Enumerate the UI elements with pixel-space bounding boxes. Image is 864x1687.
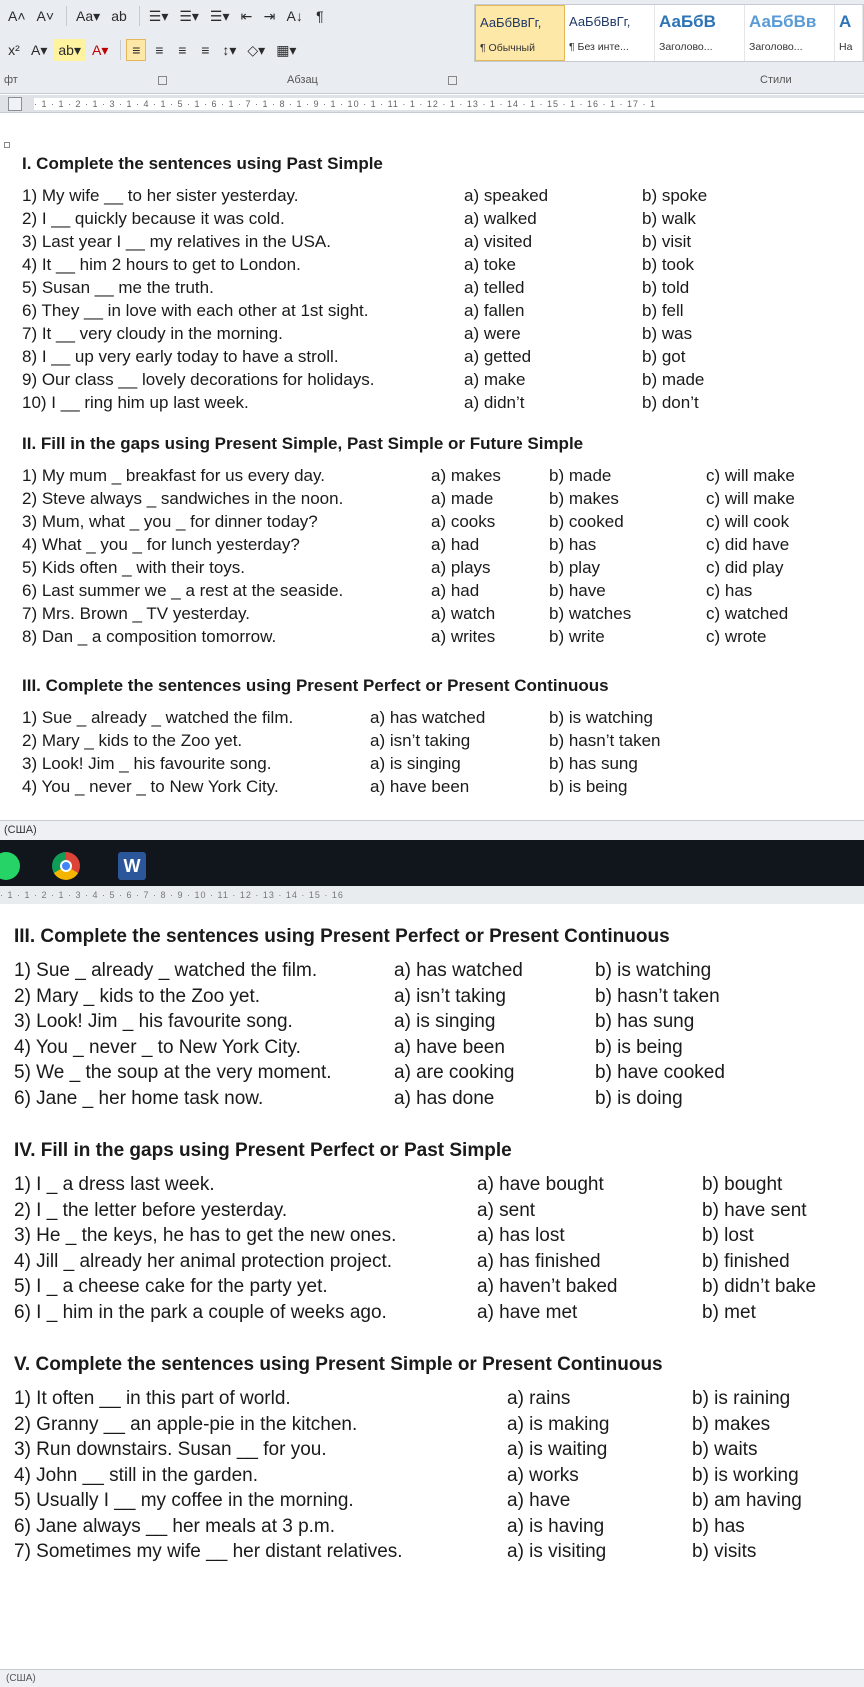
option-a: a) isn’t taking — [394, 985, 506, 1007]
option-b: b) has sung — [549, 754, 638, 773]
status-bar-bottom — [0, 1669, 864, 1687]
multilevel-list-button[interactable]: ☰▾ — [209, 7, 230, 24]
style-title[interactable] — [835, 5, 863, 61]
option-b: b) was — [642, 324, 693, 343]
question-row — [22, 777, 864, 800]
option-b: b) is watching — [595, 960, 712, 981]
option-a: a) made — [431, 489, 494, 508]
option-b: b) bought — [702, 1174, 783, 1195]
ribbon-group-labels — [0, 70, 864, 92]
question-text: 2) I _ the letter before yesterday. — [14, 1199, 288, 1221]
option-b: b) is doing — [595, 1087, 683, 1109]
style-name: Заголово... — [749, 41, 803, 53]
question-text: 1) My wife __ to her sister yesterday. — [22, 186, 299, 205]
option-a: a) has watched — [370, 708, 486, 727]
superscript-button[interactable]: x² — [8, 42, 20, 58]
question-text: 7) Mrs. Brown _ TV yesterday. — [22, 604, 250, 623]
question-row — [22, 255, 864, 278]
exercise-rows — [14, 1388, 864, 1567]
option-b: b) watches — [549, 604, 632, 623]
option-b: b) have — [549, 581, 606, 600]
exercise-rows — [14, 960, 864, 1113]
question-text: 6) Jane always __ her meals at 3 p.m. — [14, 1515, 336, 1537]
option-a: a) didn’t — [464, 393, 525, 412]
ruler-scale: · 1 · 1 · 2 · 1 · 3 · 1 · 4 · 1 · 5 · 1 · 6 · 1 · 7 · 1 · 8 · 1 · 9 · 1 · 10 · 1 · 11 · 1 · 12 · 1 · 13 · 1 · 14 · 1 · 15 · 1 · 16 · 1 · 17 · 1 — [34, 98, 864, 110]
option-b: b) told — [642, 278, 690, 297]
exercise-rows — [14, 1174, 864, 1327]
question-text: 8) I __ up very early today to have a stroll. — [22, 347, 339, 366]
question-row — [22, 347, 864, 370]
borders-button[interactable]: ▦▾ — [276, 41, 297, 58]
option-c: c) wrote — [706, 627, 767, 646]
question-row — [14, 986, 864, 1012]
language-indicator[interactable]: (США) — [4, 824, 37, 836]
style-heading-1[interactable] — [655, 5, 745, 61]
option-a: a) sent — [477, 1199, 536, 1221]
option-a: a) toke — [464, 255, 516, 274]
question-row — [14, 1174, 864, 1200]
question-row — [22, 489, 864, 512]
paragraph-dialog-launcher-icon[interactable] — [448, 76, 457, 85]
option-a: a) works — [507, 1464, 579, 1486]
status-bar-top — [0, 820, 864, 840]
question-row — [14, 1465, 864, 1491]
exercise-5 — [14, 1354, 864, 1567]
option-c: c) has — [706, 581, 753, 600]
exercise-3-full — [14, 926, 864, 1113]
option-b: b) visits — [692, 1541, 757, 1562]
language-indicator[interactable]: (США) — [6, 1673, 36, 1684]
question-text: 2) Mary _ kids to the Zoo yet. — [14, 985, 261, 1007]
ribbon-separator — [66, 6, 67, 26]
question-text: 4) Jill _ already her animal protection project. — [14, 1250, 393, 1272]
question-text: 5) We _ the soup at the very moment. — [14, 1062, 332, 1083]
option-a: a) are cooking — [394, 1062, 515, 1083]
style-name: ¶ Без инте... — [569, 41, 629, 53]
option-c: c) did have — [706, 535, 790, 554]
question-row — [14, 1439, 864, 1465]
option-a: a) has done — [394, 1087, 495, 1109]
option-a: a) is having — [507, 1515, 605, 1537]
option-a: a) have — [507, 1490, 571, 1511]
decrease-indent-button[interactable]: ⇤ — [240, 7, 253, 24]
option-c: c) watched — [706, 604, 789, 623]
question-row — [22, 754, 864, 777]
shading-button[interactable]: ◇▾ — [247, 41, 266, 58]
question-text: 1) I _ a dress last week. — [14, 1174, 215, 1195]
styles-gallery — [474, 4, 864, 62]
option-a: a) had — [431, 581, 480, 600]
option-b: b) cooked — [549, 512, 624, 531]
question-row — [14, 1088, 864, 1114]
option-b: b) got — [642, 347, 686, 366]
question-row — [22, 278, 864, 301]
option-a: a) haven’t baked — [477, 1276, 618, 1297]
question-row — [14, 1414, 864, 1440]
option-a: a) is making — [507, 1413, 610, 1435]
exercise-3 — [22, 676, 864, 800]
option-b: b) has — [692, 1515, 745, 1537]
question-text: 5) Kids often _ with their toys. — [22, 558, 245, 577]
option-b: b) is being — [549, 777, 628, 796]
option-b: b) has sung — [595, 1011, 695, 1032]
highlight-color-button[interactable]: ab▾ — [54, 39, 85, 61]
word-icon[interactable]: W — [118, 852, 146, 880]
question-row — [14, 1276, 864, 1302]
exercise-rows — [22, 708, 864, 800]
question-text: 3) Mum, what _ you _ for dinner today? — [22, 512, 318, 531]
exercise-2 — [22, 434, 864, 650]
question-text: 6) I _ him in the park a couple of weeks ago. — [14, 1301, 387, 1323]
change-case-button[interactable]: Aa▾ — [76, 7, 101, 24]
horizontal-ruler[interactable] — [0, 95, 864, 113]
option-a: a) have been — [370, 777, 470, 796]
question-row — [22, 209, 864, 232]
question-text: 1) It often __ in this part of world. — [14, 1388, 291, 1409]
question-text: 2) Mary _ kids to the Zoo yet. — [22, 731, 243, 750]
option-a: a) isn’t taking — [370, 731, 471, 750]
question-text: 3) He _ the keys, he has to get the new ones. — [14, 1225, 397, 1246]
numbering-button[interactable]: ☰▾ — [179, 7, 199, 24]
option-b: b) made — [642, 370, 705, 389]
ribbon-row-paragraph — [4, 36, 303, 64]
question-text: 1) Sue _ already _ watched the film. — [22, 708, 294, 727]
option-b: b) makes — [549, 489, 619, 508]
question-text: 4) You _ never _ to New York City. — [22, 777, 279, 796]
question-text: 4) John __ still in the garden. — [14, 1464, 258, 1486]
option-a: a) walked — [464, 209, 537, 228]
question-text: 6) They __ in love with each other at 1st sight. — [22, 301, 369, 320]
option-a: a) getted — [464, 347, 532, 366]
question-row — [22, 535, 864, 558]
option-a: a) has lost — [477, 1225, 565, 1246]
line-spacing-button[interactable]: ↕▾ — [222, 41, 237, 58]
question-text: 4) You _ never _ to New York City. — [14, 1036, 301, 1058]
option-b: b) is working — [692, 1464, 799, 1486]
option-b: b) has — [549, 535, 597, 554]
question-text: 6) Last summer we _ a rest at the seaside. — [22, 581, 344, 600]
option-b: b) have cooked — [595, 1062, 725, 1083]
style-heading-2[interactable] — [745, 5, 835, 61]
align-center-button[interactable]: ≡ — [155, 42, 164, 58]
document-page-top[interactable] — [0, 114, 864, 820]
option-b: b) makes — [692, 1413, 771, 1435]
font-group-label: фт — [4, 74, 18, 86]
option-a: a) makes — [431, 466, 501, 485]
paragraph-anchor-icon — [4, 142, 10, 148]
option-b: b) hasn’t taken — [549, 731, 661, 750]
option-a: a) fallen — [464, 301, 525, 320]
style-name: На — [839, 41, 853, 53]
question-row — [14, 1037, 864, 1063]
option-a: a) rains — [507, 1388, 571, 1409]
whatsapp-icon[interactable] — [0, 852, 20, 880]
option-a: a) have been — [394, 1036, 505, 1058]
question-row — [14, 1200, 864, 1226]
shrink-font-button[interactable]: A˅ — [36, 8, 55, 24]
option-c: c) did play — [706, 558, 784, 577]
align-right-button[interactable]: ≡ — [178, 42, 187, 58]
option-b: b) made — [549, 466, 612, 485]
option-a: a) writes — [431, 627, 496, 646]
question-row — [22, 301, 864, 324]
ribbon-row-font — [4, 2, 333, 30]
align-left-button[interactable]: ≡ — [126, 39, 146, 61]
option-a: a) is singing — [394, 1011, 496, 1032]
exercise-title: III. Complete the sentences using Present Perfect or Present Continuous — [22, 676, 609, 695]
option-b: b) am having — [692, 1490, 802, 1511]
question-row — [14, 1062, 864, 1088]
exercise-rows — [22, 186, 864, 416]
question-row — [14, 1225, 864, 1251]
option-a: a) had — [431, 535, 480, 554]
option-a: a) has finished — [477, 1250, 601, 1272]
option-b: b) is raining — [692, 1388, 791, 1409]
question-row — [14, 1388, 864, 1414]
option-a: a) plays — [431, 558, 491, 577]
style-name: ¶ Обычный — [480, 42, 535, 54]
option-a: a) watch — [431, 604, 496, 623]
style-normal[interactable] — [475, 5, 565, 61]
bullets-button[interactable]: ☰▾ — [148, 7, 169, 24]
word-ribbon — [0, 0, 864, 94]
grow-font-button[interactable]: A˄ — [8, 8, 26, 24]
option-b: b) don’t — [642, 393, 699, 412]
option-b: b) hasn’t taken — [595, 985, 720, 1007]
exercise-1 — [22, 154, 864, 416]
option-c: c) will cook — [706, 512, 790, 531]
tab-selector-icon[interactable] — [8, 97, 22, 111]
paragraph-group-label: Абзац — [287, 74, 318, 86]
option-c: c) will make — [706, 466, 795, 485]
document-page-bottom[interactable] — [0, 904, 864, 1669]
question-row — [14, 1516, 864, 1542]
question-row — [22, 370, 864, 393]
option-a: a) cooks — [431, 512, 496, 531]
option-a: a) visited — [464, 232, 533, 251]
style-no-spacing[interactable] — [565, 5, 655, 61]
question-row — [22, 512, 864, 535]
option-b: b) write — [549, 627, 605, 646]
option-b: b) finished — [702, 1250, 790, 1272]
question-row — [22, 232, 864, 255]
option-a: a) were — [464, 324, 521, 343]
style-sample: АаБбВ — [659, 12, 716, 31]
exercise-4 — [14, 1140, 864, 1327]
question-text: 6) Jane _ her home task now. — [14, 1087, 264, 1109]
question-text: 4) It __ him 2 hours to get to London. — [22, 255, 301, 274]
question-text: 7) Sometimes my wife __ her distant relatives. — [14, 1541, 403, 1562]
question-text: 3) Run downstairs. Susan __ for you. — [14, 1439, 327, 1460]
option-a: a) have bought — [477, 1174, 604, 1195]
question-row — [14, 1011, 864, 1037]
question-text: 2) I __ quickly because it was cold. — [22, 209, 285, 228]
question-text: 3) Look! Jim _ his favourite song. — [14, 1011, 293, 1032]
option-c: c) will make — [706, 489, 795, 508]
style-sample: АаБбВв — [749, 12, 817, 31]
chrome-center — [60, 860, 72, 872]
text-effects-button[interactable]: A▾ — [31, 41, 48, 58]
option-a: a) is singing — [370, 754, 461, 773]
exercise-title: II. Fill in the gaps using Present Simple, Past Simple or Future Simple — [22, 434, 584, 453]
style-name: Заголово... — [659, 41, 713, 53]
exercise-title: IV. Fill in the gaps using Present Perfect or Past Simple — [14, 1140, 512, 1161]
question-text: 10) I __ ring him up last week. — [22, 393, 249, 412]
question-text: 1) Sue _ already _ watched the film. — [14, 960, 318, 981]
option-b: b) waits — [692, 1439, 758, 1460]
option-b: b) lost — [702, 1225, 754, 1246]
question-row — [22, 186, 864, 209]
question-row — [22, 466, 864, 489]
question-row — [14, 1541, 864, 1567]
question-row — [22, 708, 864, 731]
option-b: b) met — [702, 1301, 756, 1323]
question-row — [14, 1490, 864, 1516]
ribbon-separator — [139, 6, 140, 26]
option-b: b) walk — [642, 209, 696, 228]
question-text: 7) It __ very cloudy in the morning. — [22, 324, 283, 343]
question-row — [22, 581, 864, 604]
question-text: 2) Granny __ an apple-pie in the kitchen. — [14, 1413, 358, 1435]
font-dialog-launcher-icon[interactable] — [158, 76, 167, 85]
option-b: b) is watching — [549, 708, 653, 727]
option-b: b) took — [642, 255, 694, 274]
styles-group-label: Стили — [760, 74, 792, 86]
option-a: a) has watched — [394, 960, 523, 981]
question-text: 2) Steve always _ sandwiches in the noon. — [22, 489, 344, 508]
question-row — [14, 960, 864, 986]
question-row — [22, 324, 864, 347]
clear-formatting-button[interactable]: ab — [111, 8, 127, 24]
option-a: a) have met — [477, 1301, 578, 1323]
justify-button[interactable]: ≡ — [201, 42, 210, 58]
question-row — [14, 1251, 864, 1277]
exercise-title: V. Complete the sentences using Present Simple or Present Continuous — [14, 1354, 663, 1375]
exercise-title: I. Complete the sentences using Past Simple — [22, 154, 383, 173]
font-color-button[interactable]: A▾ — [91, 41, 109, 58]
option-b: b) visit — [642, 232, 692, 251]
option-a: a) is waiting — [507, 1439, 608, 1460]
question-text: 9) Our class __ lovely decorations for holidays. — [22, 370, 375, 389]
exercise-title: III. Complete the sentences using Present Perfect or Present Continuous — [14, 926, 670, 947]
sort-button[interactable]: A↓ — [286, 8, 303, 24]
question-row — [22, 558, 864, 581]
style-sample: АаБбВвГг, — [569, 14, 631, 29]
question-row — [22, 604, 864, 627]
question-row — [22, 731, 864, 754]
question-text: 5) I _ a cheese cake for the party yet. — [14, 1276, 328, 1297]
option-b: b) fell — [642, 301, 684, 320]
style-sample: АаБбВвГг, — [480, 15, 542, 30]
option-a: a) make — [464, 370, 526, 389]
question-text: 5) Usually I __ my coffee in the morning. — [14, 1490, 354, 1511]
question-text: 1) My mum _ breakfast for us every day. — [22, 466, 325, 485]
ribbon-separator — [120, 40, 121, 60]
option-b: b) spoke — [642, 186, 708, 205]
question-text: 3) Look! Jim _ his favourite song. — [22, 754, 272, 773]
option-b: b) is being — [595, 1036, 683, 1058]
show-marks-button[interactable]: ¶ — [316, 8, 324, 24]
option-b: b) play — [549, 558, 601, 577]
style-sample: А — [839, 12, 852, 31]
horizontal-ruler-bottom[interactable]: · 1 · 1 · 2 · 1 · 3 · 4 · 5 · 6 · 7 · 8 · 9 · 10 · 11 · 12 · 13 · 14 · 15 · 16 — [0, 886, 864, 904]
question-row — [22, 393, 864, 416]
question-text: 3) Last year I __ my relatives in the USA. — [22, 232, 331, 251]
question-text: 4) What _ you _ for lunch yesterday? — [22, 535, 300, 554]
question-text: 5) Susan __ me the truth. — [22, 278, 214, 297]
question-text: 8) Dan _ a composition tomorrow. — [22, 627, 277, 646]
option-a: a) telled — [464, 278, 525, 297]
option-a: a) is visiting — [507, 1541, 607, 1562]
chrome-icon[interactable] — [52, 852, 80, 880]
option-b: b) have sent — [702, 1199, 807, 1221]
option-b: b) didn’t bake — [702, 1276, 817, 1297]
exercise-rows — [22, 466, 864, 650]
question-row — [22, 627, 864, 650]
option-a: a) speaked — [464, 186, 549, 205]
question-row — [14, 1302, 864, 1328]
increase-indent-button[interactable]: ⇥ — [263, 7, 276, 24]
